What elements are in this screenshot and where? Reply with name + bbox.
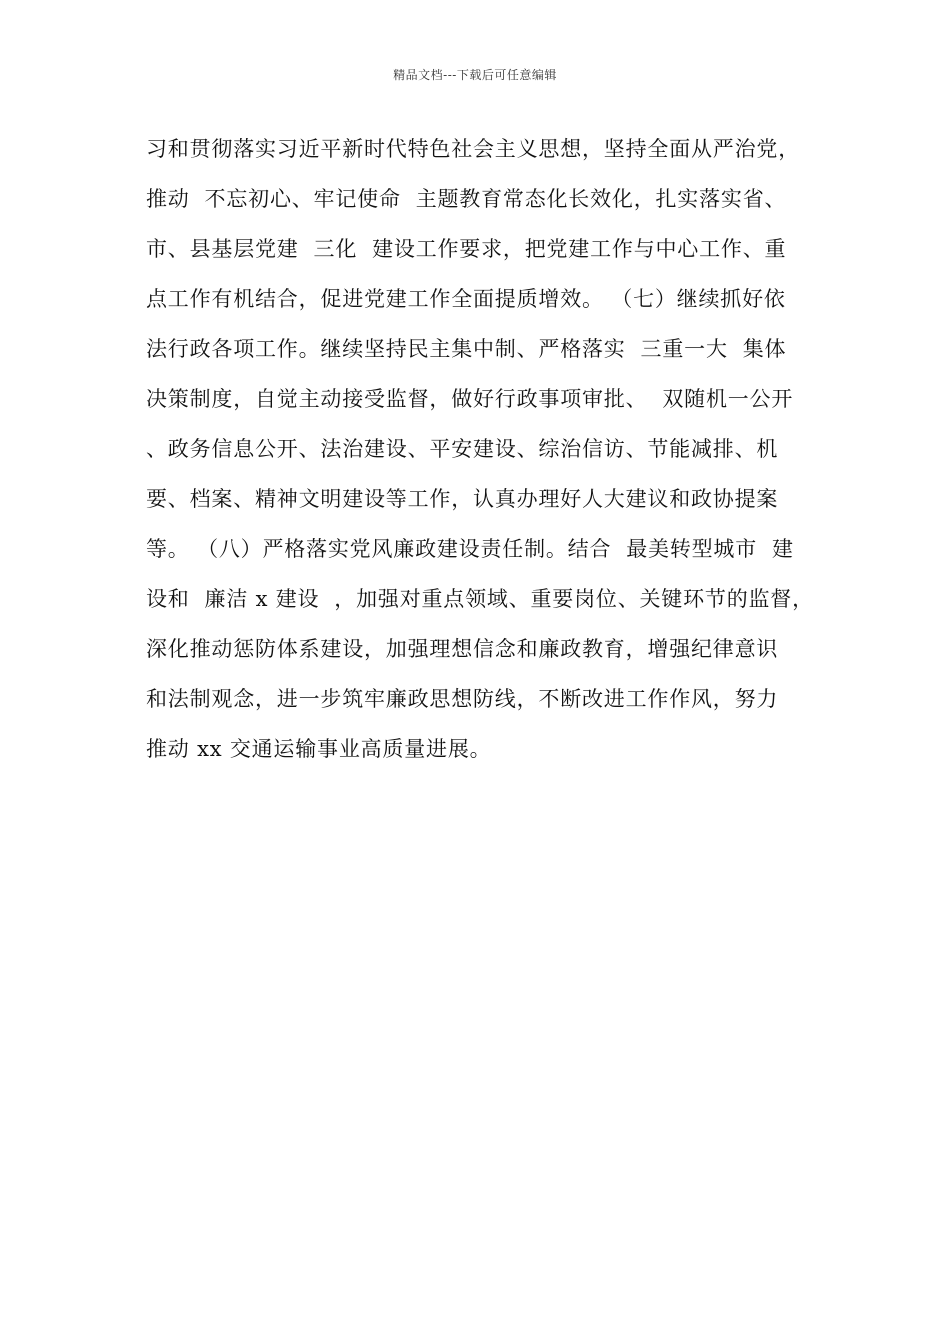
body-line: 推动 不忘初心、牢记使命 主题教育常态化长效化，扎实落实省、: [146, 187, 787, 211]
body-line: 和法制观念，进一步筑牢廉政思想防线，不断改进工作作风，努力: [146, 687, 779, 711]
body-line: 推动 xx 交通运输事业高质量进展。: [146, 737, 492, 761]
body-text: [146, 128, 816, 778]
body-line: 决策制度，自觉主动接受监督，做好行政事项审批、 双随机一公开: [146, 387, 794, 411]
body-line: 要、档案、精神文明建设等工作，认真办理好人大建议和政协提案: [146, 487, 779, 511]
body-line: 法行政各项工作。继续坚持民主集中制、严格落实 三重一大 集体: [146, 337, 787, 361]
body-line: 市、县基层党建 三化 建设工作要求，把党建工作与中心工作、重: [146, 237, 787, 261]
page-header: 精品文档---下载后可任意编辑: [393, 68, 557, 82]
body-line: 深化推动惩防体系建设，加强理想信念和廉政教育，增强纪律意识: [146, 637, 779, 661]
body-line: 点工作有机结合，促进党建工作全面提质增效。 （七）继续抓好依: [146, 287, 786, 311]
body-line: 、政务信息公开、法治建设、平安建设、综治信访、节能减排、机: [146, 437, 779, 461]
body-line: 等。 （八）严格落实党风廉政建设责任制。结合 最美转型城市 建: [146, 537, 794, 561]
body-line: 设和 廉洁 x 建设 ，加强对重点领域、重要岗位、关键环节的监督，: [146, 587, 814, 611]
body-line: 习和贯彻落实习近平新时代特色社会主义思想，坚持全面从严治党，: [146, 137, 800, 161]
